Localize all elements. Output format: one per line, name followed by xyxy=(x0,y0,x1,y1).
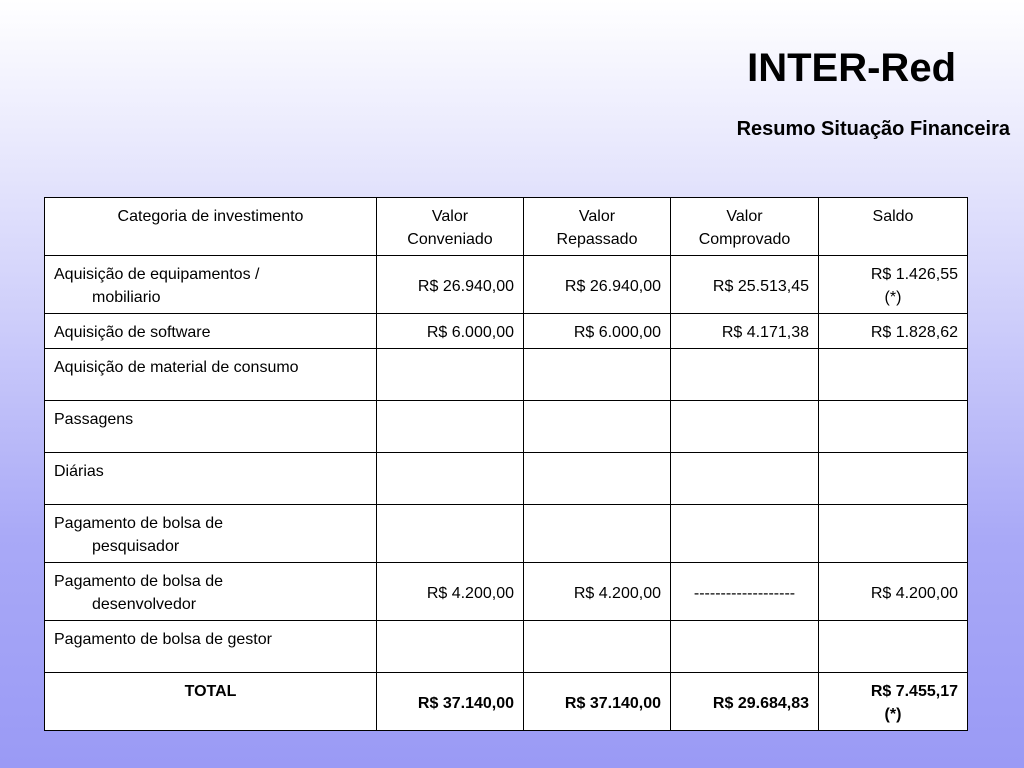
cell-repassado xyxy=(524,621,671,673)
cell-saldo xyxy=(819,453,968,505)
cell-saldo xyxy=(819,349,968,401)
cell-comprovado: ------------------- xyxy=(671,563,819,621)
table-row xyxy=(45,256,968,314)
cell-conveniado xyxy=(377,453,524,505)
header-saldo: Saldo xyxy=(819,198,968,256)
cell-conveniado xyxy=(377,401,524,453)
cell-conveniado xyxy=(377,621,524,673)
cell-comprovado xyxy=(671,349,819,401)
total-saldo: R$ 7.455,17 (*) xyxy=(819,673,968,731)
cell-repassado: R$ 4.200,00 xyxy=(524,563,671,621)
header-valor-repassado: Valor Repassado xyxy=(524,198,671,256)
table-row xyxy=(45,621,968,673)
table-header-row xyxy=(45,198,968,256)
cell-saldo: R$ 1.828,62 xyxy=(819,314,968,349)
table-row xyxy=(45,563,968,621)
cell-categoria: Pagamento de bolsa de desenvolvedor xyxy=(45,563,377,621)
table-row xyxy=(45,505,968,563)
cell-saldo: R$ 4.200,00 xyxy=(819,563,968,621)
table-total-row xyxy=(45,673,968,731)
cell-repassado: R$ 26.940,00 xyxy=(524,256,671,314)
cell-conveniado: R$ 6.000,00 xyxy=(377,314,524,349)
cell-conveniado: R$ 26.940,00 xyxy=(377,256,524,314)
cell-saldo xyxy=(819,621,968,673)
header-categoria: Categoria de investimento xyxy=(45,198,377,256)
cell-repassado xyxy=(524,349,671,401)
cell-repassado xyxy=(524,401,671,453)
table-row xyxy=(45,349,968,401)
cell-conveniado xyxy=(377,505,524,563)
cell-saldo: R$ 1.426,55 (*) xyxy=(819,256,968,314)
cell-comprovado xyxy=(671,453,819,505)
cell-comprovado xyxy=(671,505,819,563)
cell-repassado xyxy=(524,505,671,563)
cell-saldo xyxy=(819,401,968,453)
total-repassado: R$ 37.140,00 xyxy=(524,673,671,731)
page-title: INTER-Red xyxy=(747,46,956,90)
cell-conveniado xyxy=(377,349,524,401)
cell-categoria: Passagens xyxy=(45,401,377,453)
cell-categoria: Diárias xyxy=(45,453,377,505)
cell-conveniado: R$ 4.200,00 xyxy=(377,563,524,621)
cell-categoria: Aquisição de material de consumo xyxy=(45,349,377,401)
cell-categoria: Aquisição de software xyxy=(45,314,377,349)
cell-comprovado xyxy=(671,401,819,453)
cell-repassado xyxy=(524,453,671,505)
financial-summary-table xyxy=(44,197,968,731)
header-valor-conveniado: Valor Conveniado xyxy=(377,198,524,256)
cell-comprovado: R$ 4.171,38 xyxy=(671,314,819,349)
cell-comprovado xyxy=(671,621,819,673)
table-row xyxy=(45,314,968,349)
table-row xyxy=(45,401,968,453)
cell-categoria: Aquisição de equipamentos / mobiliario xyxy=(45,256,377,314)
total-label: TOTAL xyxy=(45,673,377,731)
total-conveniado: R$ 37.140,00 xyxy=(377,673,524,731)
page-subtitle: Resumo Situação Financeira xyxy=(736,118,1010,140)
cell-repassado: R$ 6.000,00 xyxy=(524,314,671,349)
cell-saldo xyxy=(819,505,968,563)
table-row xyxy=(45,453,968,505)
cell-categoria: Pagamento de bolsa de gestor xyxy=(45,621,377,673)
total-comprovado: R$ 29.684,83 xyxy=(671,673,819,731)
cell-comprovado: R$ 25.513,45 xyxy=(671,256,819,314)
header-valor-comprovado: Valor Comprovado xyxy=(671,198,819,256)
cell-categoria: Pagamento de bolsa de pesquisador xyxy=(45,505,377,563)
